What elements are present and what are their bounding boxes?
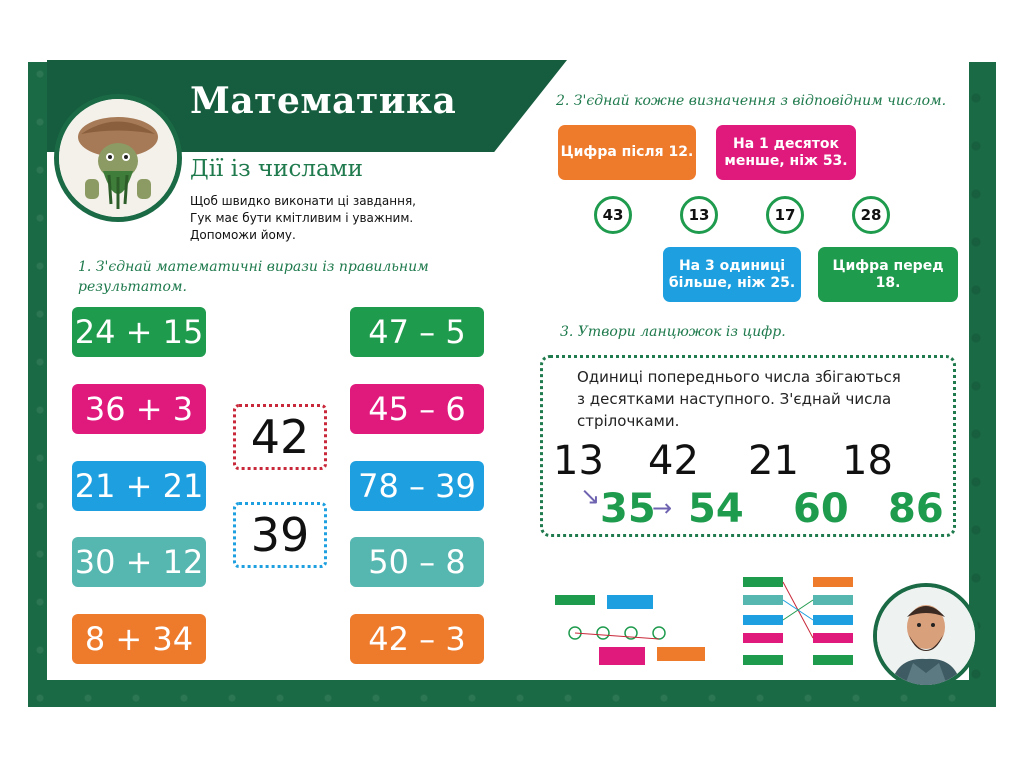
chain-number-green[interactable]: 60: [793, 486, 849, 532]
left-expression[interactable]: 8 + 34: [72, 614, 206, 664]
right-expression[interactable]: 47 – 5: [350, 307, 484, 357]
chain-number-green[interactable]: 54: [688, 486, 744, 532]
chain-number[interactable]: 21: [748, 438, 799, 484]
left-expression[interactable]: 30 + 12: [72, 537, 206, 587]
right-expression[interactable]: 78 – 39: [350, 461, 484, 511]
subtitle: Дії із числами: [190, 156, 363, 182]
task1-prompt-line: результатом.: [78, 279, 187, 295]
right-expression[interactable]: 42 – 3: [350, 614, 484, 664]
definition-card[interactable]: [818, 247, 958, 302]
intro-line: Гук має бути кмітливим і уважним.: [190, 211, 414, 225]
goblin-character-avatar: [54, 94, 182, 222]
chain-number[interactable]: 18: [842, 438, 893, 484]
right-expression[interactable]: 50 – 8: [350, 537, 484, 587]
task1-prompt: [78, 257, 478, 297]
number-circle[interactable]: 17: [766, 196, 804, 234]
left-expression[interactable]: 24 + 15: [72, 307, 206, 357]
chain-number-green[interactable]: 86: [888, 486, 944, 532]
definition-card[interactable]: [663, 247, 801, 302]
definition-text: більше, ніж 25.: [668, 274, 796, 291]
number-circle[interactable]: 13: [680, 196, 718, 234]
definition-text: Цифра перед 18.: [832, 257, 944, 291]
definition-card[interactable]: [716, 125, 856, 180]
chain-instruction-line: Одиниці попереднього числа збігаються: [577, 368, 901, 386]
left-expression[interactable]: 36 + 3: [72, 384, 206, 434]
definition-text: На 1 десяток: [733, 135, 839, 152]
chain-instruction-line: з десятками наступного. З'єднай числа: [577, 390, 892, 408]
arrow-right-icon: →: [652, 494, 673, 522]
intro-text: [190, 193, 460, 244]
chain-instruction: [577, 366, 937, 432]
chain-number[interactable]: 13: [553, 438, 604, 484]
chain-number[interactable]: 42: [648, 438, 699, 484]
intro-line: Допоможи йому.: [190, 228, 296, 242]
answer-key-thumbnail: [555, 547, 870, 675]
intro-line: Щоб швидко виконати ці завдання,: [190, 194, 416, 208]
curve-arrow-icon: ↘: [580, 482, 601, 510]
task1-prompt-line: 1. З'єднай математичні вирази із правильним: [78, 259, 429, 275]
number-circle[interactable]: 43: [594, 196, 632, 234]
left-expression[interactable]: 21 + 21: [72, 461, 206, 511]
answer-box[interactable]: 39: [233, 502, 327, 568]
answer-box[interactable]: 42: [233, 404, 327, 470]
definition-card[interactable]: [558, 125, 696, 180]
chain-number-green[interactable]: 35: [600, 486, 656, 532]
definition-text: На 3 одиниці: [678, 257, 786, 274]
task3-prompt: 3. Утвори ланцюжок із цифр.: [560, 324, 786, 340]
page-title: Математика: [190, 80, 457, 122]
definition-text: Цифра після 12.: [560, 144, 694, 160]
definition-text: менше, ніж 53.: [724, 152, 848, 169]
task2-prompt: 2. З'єднай кожне визначення з відповідним числом.: [556, 93, 947, 109]
number-circle[interactable]: 28: [852, 196, 890, 234]
chain-instruction-line: стрілочками.: [577, 412, 680, 430]
right-expression[interactable]: 45 – 6: [350, 384, 484, 434]
hook-character-avatar: [873, 583, 979, 689]
